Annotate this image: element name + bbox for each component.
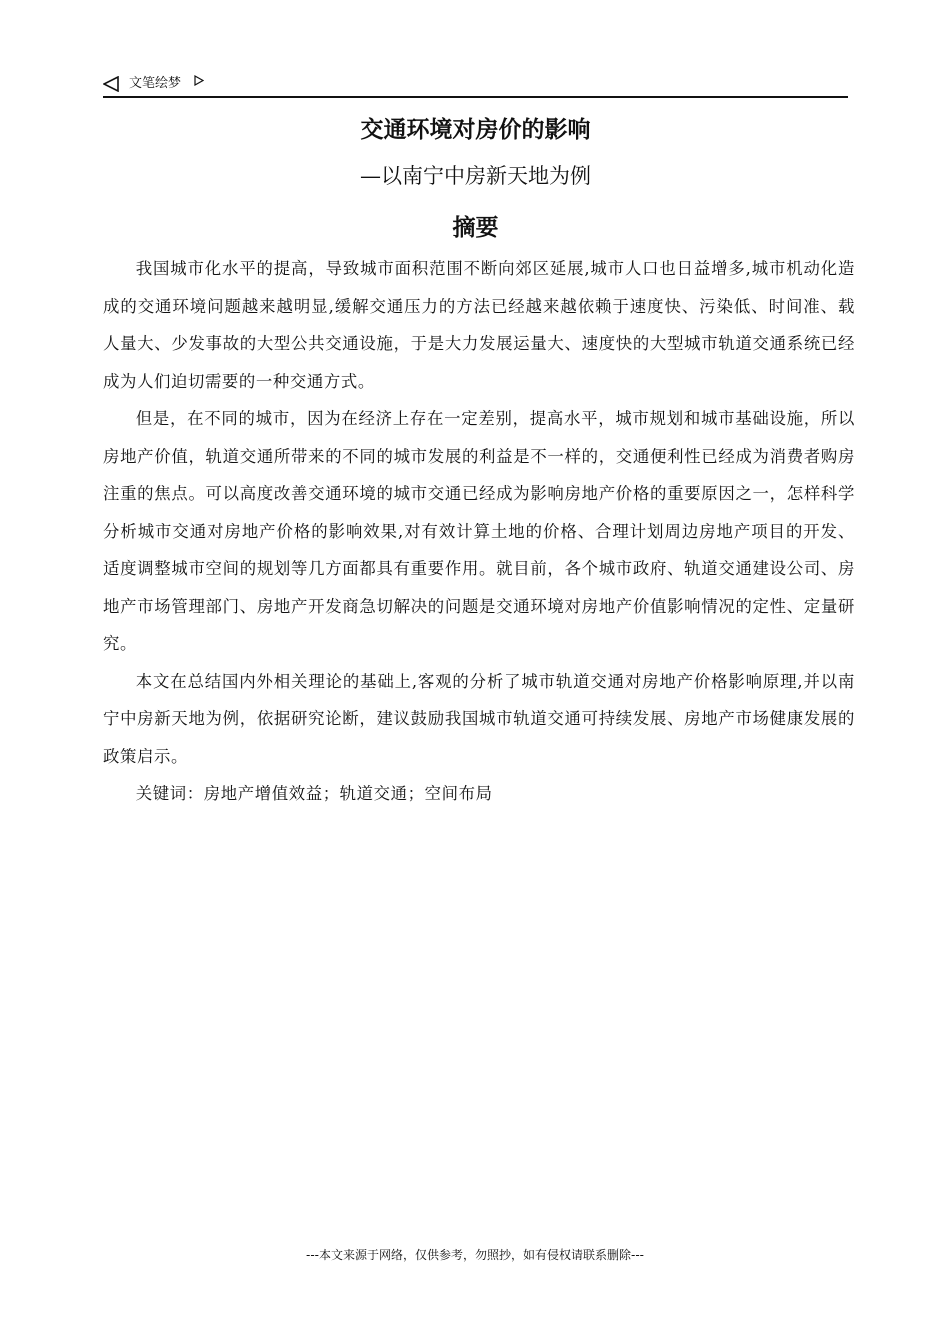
document-subtitle: —以南宁中房新天地为例 — [360, 164, 591, 188]
abstract-body — [103, 250, 855, 813]
abstract-heading: 摘要 — [452, 215, 499, 241]
triangle-right-icon — [194, 75, 204, 86]
footer-notice: ---本文来源于网络，仅供参考，勿照抄，如有侵权请联系删除--- — [306, 1248, 644, 1262]
abstract-paragraph: 我国城市化水平的提高，导致城市面积范围不断向郊区延展,城市人口也日益增多,城市机动化造成的交通环境问题越来越明显,缓解交通压力的方法已经越来越依赖于速度快、污染低、时间准、载人量大、少发事故的大型公共交通设施，于是大力发展运量大、速度快的大型城市轨道交通系统已经成为人们迫切需要的一种交通方式。 — [103, 259, 855, 391]
abstract-paragraph: 本文在总结国内外相关理论的基础上,客观的分析了城市轨道交通对房地产价格影响原理,并以南宁中房新天地为例，依据研究论断，建议鼓励我国城市轨道交通可持续发展、房地产市场健康发展的政策启示。 — [103, 671, 855, 766]
document-title: 交通环境对房价的影响 — [360, 117, 591, 143]
keywords-line: 关键词：房地产增值效益；轨道交通；空间布局 — [135, 784, 493, 803]
triangle-left-icon — [103, 76, 119, 92]
abstract-paragraph: 但是，在不同的城市，因为在经济上存在一定差别，提高水平，城市规划和城市基础设施，所以房地产价值，轨道交通所带来的不同的城市发展的利益是不一样的，交通便利性已经成为消费者购房注重的焦点。可以高度改善交通环境的城市交通已经成为影响房地产价格的重要原因之一，怎样科学分析城市交通对房地产价格的影响效果,对有效计算土地的价格、合理计划周边房地产项目的开发、适度调整城市空间的规划等几方面都具有重要作用。就目前，各个城市政府、轨道交通建设公司、房地产市场管理部门、房地产开发商急切解决的问题是交通环境对房地产价值影响情况的定性、定量研究。 — [103, 409, 855, 653]
header-brand: 文笔绘梦 — [129, 76, 182, 91]
page-header — [103, 72, 848, 98]
